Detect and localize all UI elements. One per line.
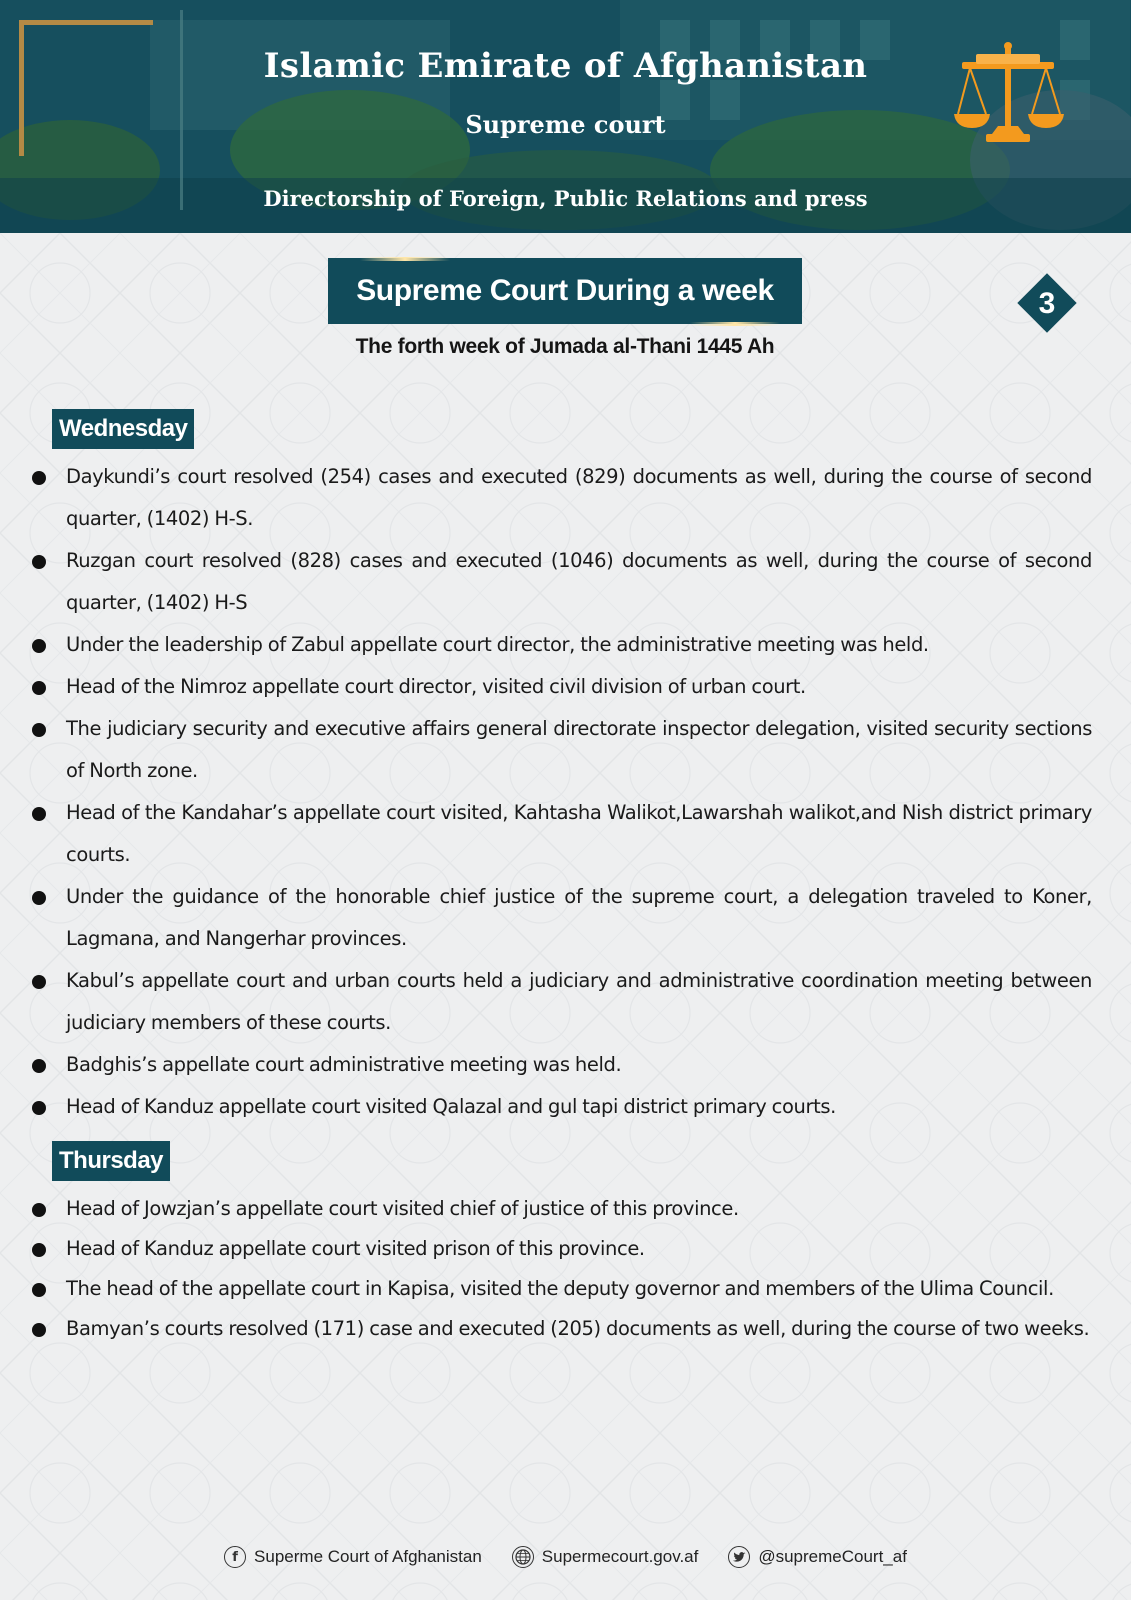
content-area bbox=[0, 233, 1131, 1600]
facebook-label: Superme Court of Afghanistan bbox=[254, 1547, 482, 1566]
globe-icon bbox=[512, 1546, 534, 1568]
header-directorate: Directorship of Foreign, Public Relations and press bbox=[263, 186, 868, 211]
footer-contacts bbox=[0, 1537, 1131, 1577]
bullet-icon bbox=[32, 471, 46, 485]
header-subtitle: Supreme court bbox=[465, 110, 666, 139]
list-item: Under the leadership of Zabul appellate court director, the administrative meeting was held. bbox=[30, 624, 1092, 666]
bullet-icon bbox=[32, 1243, 46, 1257]
list-item: Ruzgan court resolved (828) cases and executed (1046) documents as well, during the course of second quarter, (1402) H-S bbox=[30, 540, 1092, 624]
bullet-icon bbox=[32, 1101, 46, 1115]
week-line: The forth week of Jumada al-Thani 1445 Ah bbox=[355, 335, 775, 358]
header-banner bbox=[0, 0, 1131, 233]
bullet-icon bbox=[32, 807, 46, 821]
bullet-icon bbox=[32, 1323, 46, 1337]
bullet-icon bbox=[32, 1283, 46, 1297]
bullet-icon bbox=[32, 975, 46, 989]
title-glow-decoration bbox=[360, 257, 450, 261]
list-item: Head of Kanduz appellate court visited prison of this province. bbox=[30, 1229, 1110, 1269]
footer-twitter[interactable] bbox=[728, 1546, 907, 1568]
header-title: Islamic Emirate of Afghanistan bbox=[263, 46, 868, 86]
list-item: Head of Kanduz appellate court visited Qalazal and gul tapi district primary courts. bbox=[30, 1086, 1092, 1128]
bullet-icon bbox=[32, 681, 46, 695]
bullet-icon bbox=[32, 1203, 46, 1217]
list-item: The head of the appellate court in Kapisa, visited the deputy governor and members of the Ulima Council. bbox=[30, 1269, 1110, 1309]
list-item: Kabul’s appellate court and urban courts held a judiciary and administrative coordination meeting between judiciary members of these courts. bbox=[30, 960, 1092, 1044]
bullet-icon bbox=[32, 723, 46, 737]
facebook-icon: f bbox=[224, 1546, 246, 1568]
list-item: Bamyan’s courts resolved (171) case and executed (205) documents as well, during the course of two weeks. bbox=[30, 1309, 1110, 1349]
list-item: Daykundi’s court resolved (254) cases and executed (829) documents as well, during the course of second quarter, (1402) H-S. bbox=[30, 456, 1092, 540]
thursday-list bbox=[30, 1189, 1110, 1349]
bullet-icon bbox=[32, 555, 46, 569]
page-number: 3 bbox=[1038, 287, 1056, 320]
day-label-thursday: Thursday bbox=[52, 1141, 170, 1181]
main-title: Supreme Court During a week bbox=[328, 258, 802, 324]
footer-website[interactable] bbox=[512, 1546, 699, 1568]
twitter-icon bbox=[728, 1546, 750, 1568]
footer-facebook[interactable] bbox=[224, 1546, 482, 1568]
bullet-icon bbox=[32, 1059, 46, 1073]
bullet-icon bbox=[32, 639, 46, 653]
website-label: Supermecourt.gov.af bbox=[541, 1547, 699, 1566]
twitter-label: @supremeCourt_af bbox=[758, 1547, 907, 1566]
bullet-icon bbox=[32, 891, 46, 905]
list-item: Head of the Kandahar’s appellate court visited, Kahtasha Walikot,Lawarshah walikot,and Nish district primary courts. bbox=[30, 792, 1092, 876]
day-label-wednesday: Wednesday bbox=[52, 409, 194, 449]
list-item: Badghis’s appellate court administrative meeting was held. bbox=[30, 1044, 1092, 1086]
wednesday-list bbox=[30, 456, 1092, 1128]
title-glow-decoration bbox=[690, 322, 780, 326]
scales-of-justice-icon bbox=[952, 38, 1064, 150]
list-item: Head of the Nimroz appellate court director, visited civil division of urban court. bbox=[30, 666, 1092, 708]
list-item: Head of Jowzjan’s appellate court visited chief of justice of this province. bbox=[30, 1189, 1110, 1229]
list-item: Under the guidance of the honorable chief justice of the supreme court, a delegation traveled to Koner, Lagmana, and Nangerhar provinces. bbox=[30, 876, 1092, 960]
list-item: The judiciary security and executive affairs general directorate inspector delegation, visited security sections of North zone. bbox=[30, 708, 1092, 792]
